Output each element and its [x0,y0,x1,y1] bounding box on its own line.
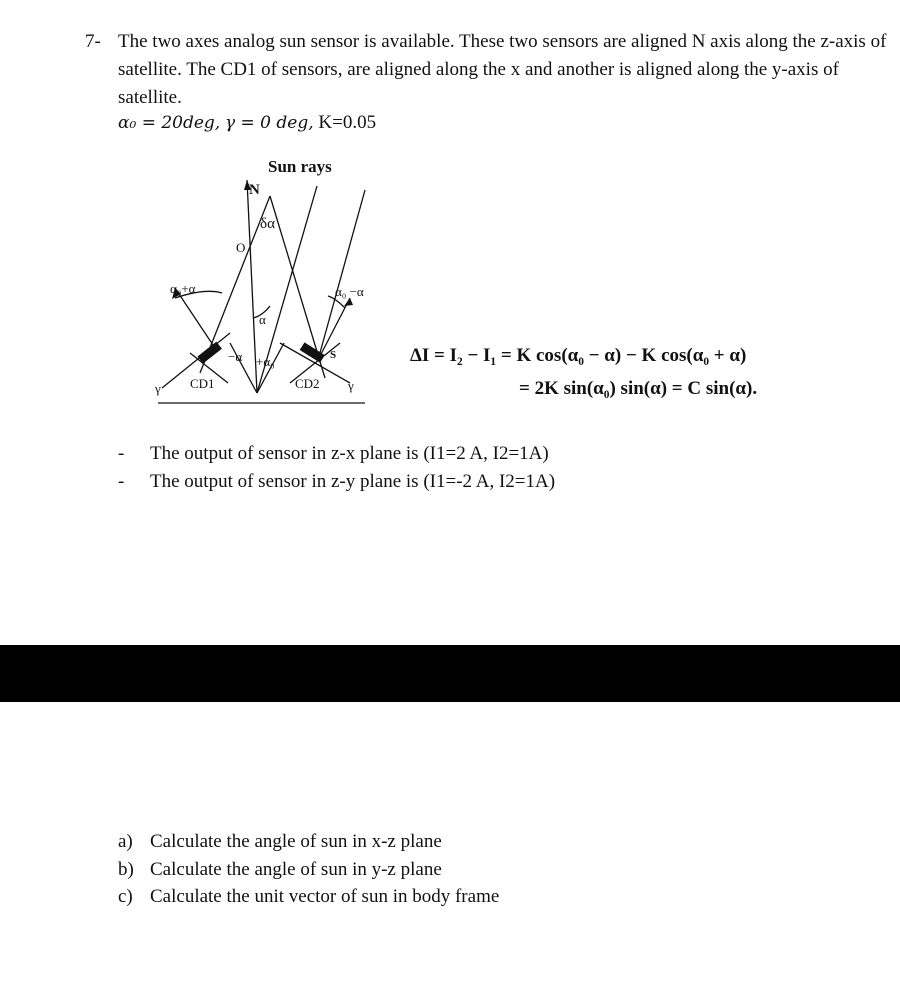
question-label: c) [118,886,133,907]
n-axis-label: N [249,182,260,198]
question-a-text: Calculate the angle of sun in x-z plane [150,831,442,852]
question-b-text: Calculate the angle of sun in y-z plane [150,859,442,880]
redaction-bar [0,645,900,702]
question-label: b) [118,859,134,880]
question-c-text: Calculate the unit vector of sun in body frame [150,886,500,907]
cd2-label: CD2 [295,376,320,391]
output-bullet: - [118,471,125,492]
alpha-parameter: α₀ = 20deg, [118,113,221,133]
alpha-label: α [259,312,266,327]
output-zy-text: The output of sensor in z-y plane is (I1=-2 A, I2=1A) [150,471,556,492]
parameters-line [118,112,376,134]
gamma-left-label: γ [155,381,161,396]
o-label: O [236,240,246,255]
alpha-plus-label: α₀+α [170,281,196,296]
s-label: S [330,349,337,361]
delta-alpha-label: δα [260,216,275,232]
arrow-head-right [344,298,353,306]
sun-rays-label: Sun rays [268,157,332,176]
cd2-cell [300,342,325,362]
equation-line-1: ΔI = I₂ − I₁ = K cos(α₀ − α) − K cos(α₀ + α) [410,345,747,366]
alpha-minus-label: α₀ −α [335,284,364,299]
plus-alpha-label: +α₀ [256,354,275,369]
equation-line-2: = 2K sin(α₀) sin(α) = C sin(α). [519,378,758,399]
output-bullet: - [118,443,125,464]
problem-statement: The two axes analog sun sensor is available. These two sensors are aligned N axis along the z-axis of satellite. The CD1 of sensors, are aligned along the x and another is aligned along the y-axis of satellite. [118,31,887,108]
cd1-normal [175,288,215,348]
cd1-cell [197,342,221,364]
question-label: a) [118,831,133,852]
question-number: 7- [85,31,101,52]
output-zx-text: The output of sensor in z-x plane is (I1=2 A, I2=1A) [150,443,549,464]
sun-ray-right [318,190,365,360]
minus-alpha-label: −α [228,349,243,364]
gamma-parameter: γ = 0 deg, [224,113,314,133]
cd1-label: CD1 [190,376,215,391]
k-parameter: K=0.05 [318,112,377,133]
gamma-right-label: γ [348,378,354,393]
sun-sensor-diagram [150,148,415,410]
